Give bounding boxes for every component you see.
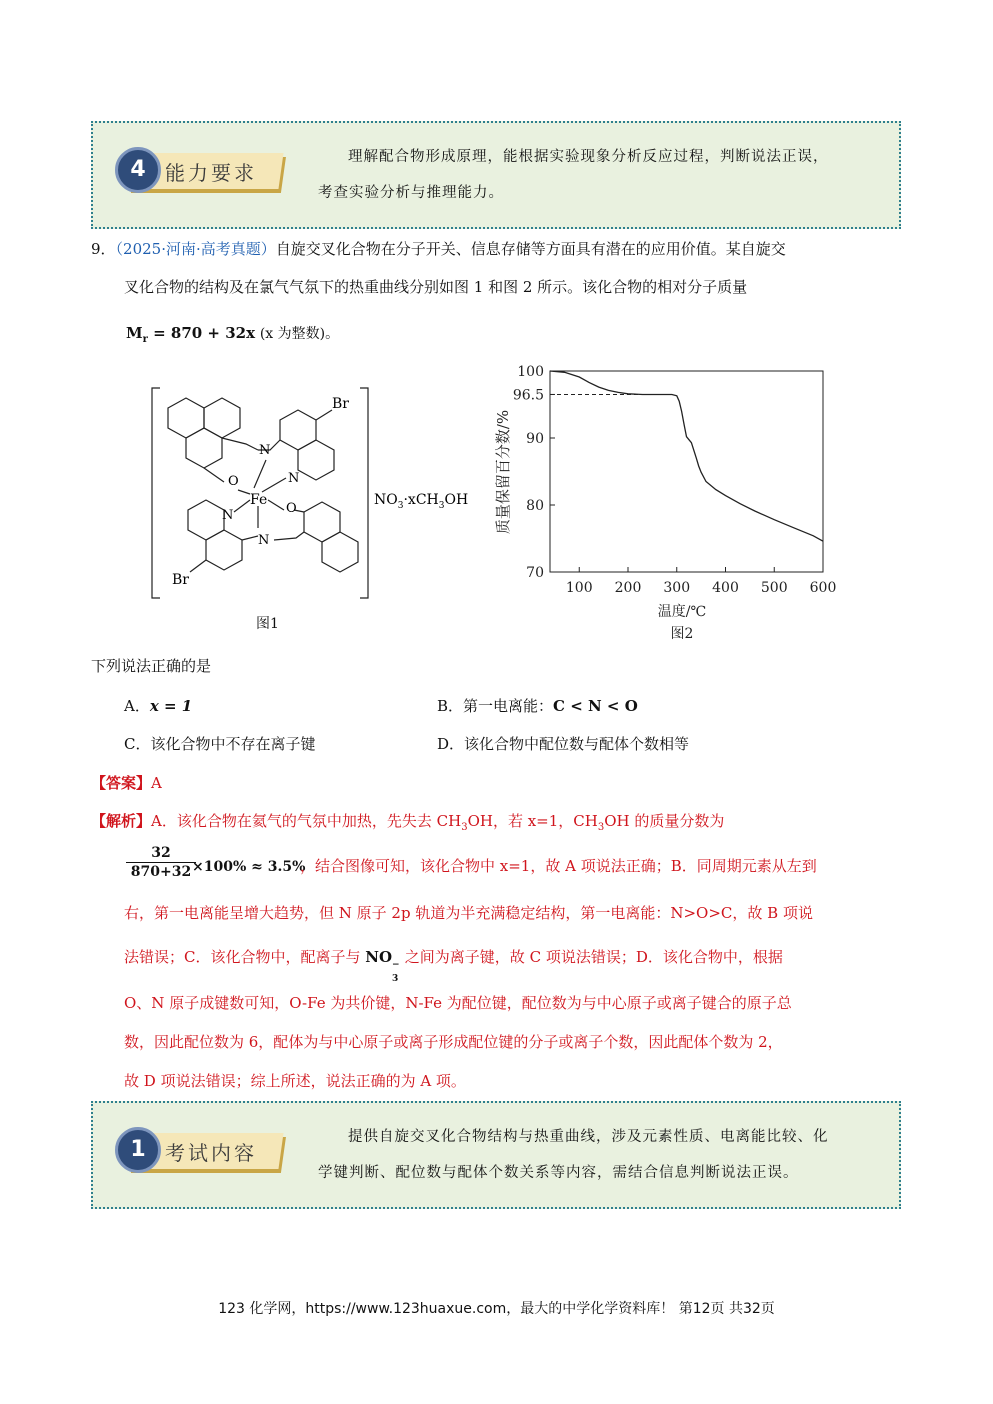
option-b[interactable] bbox=[437, 695, 638, 716]
answer-line bbox=[91, 772, 162, 794]
option-a-label: A． bbox=[124, 697, 150, 715]
question-line2: 叉化合物的结构及在氯气气氛下的热重曲线分别如图 1 和图 2 所示。该化合物的相对分子质量 bbox=[124, 278, 748, 296]
analysis-label: 【解析】 bbox=[91, 812, 152, 830]
atom-n-imine-top: N bbox=[259, 443, 271, 458]
page-footer: 123 化学网，https://www.123huaxue.com，最大的中学化学资料库！ 第12页 共32页 bbox=[218, 1301, 775, 1317]
x-tick-label: 200 bbox=[614, 580, 642, 596]
fraction-rest: ×100% ≈ 3.5% bbox=[192, 859, 306, 875]
counter-ion: $NO_3\cdot xCH_3OH$ bbox=[374, 492, 469, 511]
analysis-line7: 故 D 项说法错误；综上所述，说法正确的为 A 项。 bbox=[124, 1072, 466, 1090]
option-d[interactable]: D．该化合物中配位数与配体个数相等 bbox=[437, 735, 690, 753]
badge-label: 能力要求 bbox=[165, 161, 257, 185]
exam-badge bbox=[115, 1127, 275, 1171]
option-b-label: B．第一电离能： bbox=[437, 697, 554, 715]
x-tick-label: 100 bbox=[565, 580, 593, 596]
x-tick-label: 600 bbox=[809, 580, 837, 596]
formula-sub: r bbox=[142, 334, 148, 345]
analysis-line5: O、N 原子成键数可知，O-Fe 为共价键，N-Fe 为配位键，配位数为与中心原子或离子键合的原子总 bbox=[124, 994, 792, 1012]
atom-o-top: O bbox=[228, 474, 239, 489]
formula-rest: = 870 + 32x bbox=[147, 324, 256, 342]
question-formula bbox=[126, 322, 339, 351]
atom-br-bottom: Br bbox=[172, 572, 189, 588]
y-tick-label: 100 bbox=[517, 364, 544, 380]
analysis-fraction bbox=[126, 845, 196, 880]
exam-text-line2: 学键判断、配位数与配体个数关系等内容，需结合信息判断说法正误。 bbox=[318, 1165, 799, 1181]
ability-badge bbox=[115, 147, 275, 191]
atom-n-quin-top: N bbox=[288, 471, 300, 486]
ability-text-line1: 理解配合物形成原理，能根据实验现象分析反应过程，判断说法正误， bbox=[348, 149, 829, 165]
analysis-line6: 数，因此配位数为 6，配体为与中心原子或离子形成配位键的分子或离子个数，因此配体个数为 2， bbox=[124, 1033, 783, 1051]
figure1-caption: 图1 bbox=[256, 616, 279, 632]
fraction-numerator: 32 bbox=[151, 845, 171, 861]
atom-fe: Fe bbox=[250, 492, 268, 508]
option-c[interactable]: C．该化合物中不存在离子键 bbox=[124, 735, 316, 753]
chart-caption: 图2 bbox=[670, 626, 694, 642]
exam-text-line1: 提供自旋交叉化合物结构与热重曲线，涉及元素性质、电离能比较、化 bbox=[348, 1129, 829, 1145]
badge-number: 4 bbox=[115, 147, 161, 193]
chart-ylabel: 质量保留百分数/% bbox=[494, 409, 512, 535]
atom-o-bottom: O bbox=[286, 501, 297, 516]
atom-n-imine-bottom: N bbox=[258, 533, 270, 548]
option-b-text: C < N < O bbox=[553, 697, 638, 715]
analysis-line3: 右，第一电离能呈增大趋势，但 N 原子 2p 轨道为半充满稳定结构，第一电离能：N>O>C，故 B 项说 bbox=[124, 904, 813, 922]
figure1-structure bbox=[146, 360, 486, 610]
answer-label: 【答案】 bbox=[91, 774, 152, 792]
y-tick-label: 96.5 bbox=[512, 387, 544, 404]
chart-plot-area bbox=[550, 371, 823, 572]
nitrate-ion: NO − 3 bbox=[365, 948, 400, 984]
question-number: 9． bbox=[91, 240, 116, 258]
ability-requirement-box bbox=[91, 121, 901, 229]
y-tick-label: 80 bbox=[526, 498, 544, 514]
analysis-line4: 法错误；C．该化合物中，配离子与 NO − 3 之间为离子键，故 C 项说法错误；D．该化合物中，根据 bbox=[124, 948, 783, 984]
analysis-line1: 【解析】A．该化合物在氦气的气氛中加热，先失去 $CH_3OH$，若 x=1，$CH_3OH$ 的质量分数为 bbox=[91, 812, 725, 833]
fraction-denominator: 870+32 bbox=[130, 864, 192, 880]
x-tick-label: 400 bbox=[712, 580, 739, 596]
exam-content-box bbox=[91, 1101, 901, 1209]
option-a-text: x = 1 bbox=[149, 697, 193, 715]
option-a[interactable] bbox=[124, 695, 192, 716]
question-line1-rest: 自旋交叉化合物在分子开关、信息存储等方面具有潜在的应用价值。某自旋交 bbox=[275, 240, 786, 258]
question-source: （2025·河南·高考真题） bbox=[115, 240, 276, 258]
chart-xlabel: 温度/℃ bbox=[657, 604, 707, 620]
answer-value: A bbox=[151, 774, 162, 792]
figure2-chart bbox=[480, 360, 860, 650]
y-tick-label: 90 bbox=[526, 431, 544, 447]
y-tick-label: 70 bbox=[526, 565, 544, 581]
analysis-line2: ，结合图像可知，该化合物中 x=1，故 A 项说法正确；B．同周期元素从左到 bbox=[300, 857, 817, 875]
question-prompt: 下列说法正确的是 bbox=[91, 657, 212, 675]
question-line1 bbox=[91, 238, 786, 260]
ability-text-line2: 考查实验分析与推理能力。 bbox=[318, 185, 504, 201]
badge-number: 1 bbox=[115, 1127, 161, 1173]
badge-label: 考试内容 bbox=[165, 1141, 257, 1165]
atom-br-top: Br bbox=[332, 396, 349, 412]
atom-n-quin-bottom: N bbox=[222, 508, 234, 523]
formula-note: (x 为整数)。 bbox=[259, 326, 340, 342]
tga-curve bbox=[550, 371, 823, 541]
formula-m: M bbox=[126, 324, 143, 342]
x-tick-label: 500 bbox=[760, 580, 788, 596]
x-tick-label: 300 bbox=[663, 580, 691, 596]
